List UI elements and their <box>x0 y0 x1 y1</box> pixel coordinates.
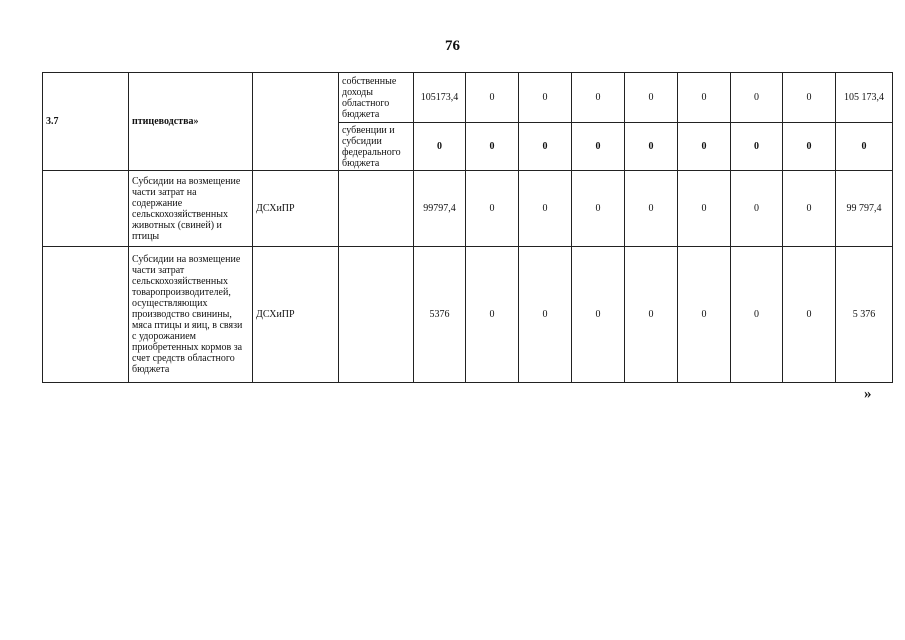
executor-cell: ДСХиПР <box>253 247 339 383</box>
funding-source-cell: собственные доходы областного бюджета <box>339 73 414 123</box>
funding-source-cell <box>339 171 414 247</box>
value-cell: 105173,4 <box>414 73 466 123</box>
row-name-cell: Субсидии на возмещение части затрат сельскохозяйственных товаропроизводителей, осуществляющих производство свинины, мяса птицы и яиц, в связи с удорожанием приобретенных кормов за счет средств областного бюджета <box>129 247 253 383</box>
table-row <box>43 247 893 383</box>
value-cell: 0 <box>625 171 678 247</box>
total-cell: 105 173,4 <box>836 73 893 123</box>
value-cell: 0 <box>466 123 519 171</box>
value-cell: 99797,4 <box>414 171 466 247</box>
row-number-cell <box>43 247 129 383</box>
value-cell: 0 <box>519 73 572 123</box>
value-cell: 0 <box>625 123 678 171</box>
value-cell: 0 <box>519 171 572 247</box>
row-number-cell: 3.7 <box>43 73 129 171</box>
value-cell: 0 <box>678 247 731 383</box>
value-cell: 5376 <box>414 247 466 383</box>
table-row <box>43 73 893 123</box>
value-cell: 0 <box>572 123 625 171</box>
value-cell: 0 <box>466 73 519 123</box>
value-cell: 0 <box>519 123 572 171</box>
row-name-cell: птицеводства» <box>129 73 253 171</box>
executor-cell <box>253 73 339 171</box>
value-cell: 0 <box>572 171 625 247</box>
value-cell: 0 <box>678 123 731 171</box>
page-number: 76 <box>445 38 460 54</box>
budget-table <box>42 72 893 383</box>
value-cell: 0 <box>625 73 678 123</box>
total-cell: 99 797,4 <box>836 171 893 247</box>
value-cell: 0 <box>783 171 836 247</box>
value-cell: 0 <box>731 247 783 383</box>
value-cell: 0 <box>731 73 783 123</box>
row-number-cell <box>43 171 129 247</box>
value-cell: 0 <box>414 123 466 171</box>
value-cell: 0 <box>783 247 836 383</box>
value-cell: 0 <box>466 247 519 383</box>
total-cell: 5 376 <box>836 247 893 383</box>
closing-quote-mark: » <box>864 386 872 402</box>
value-cell: 0 <box>678 73 731 123</box>
value-cell: 0 <box>572 247 625 383</box>
executor-cell: ДСХиПР <box>253 171 339 247</box>
funding-source-cell <box>339 247 414 383</box>
value-cell: 0 <box>466 171 519 247</box>
value-cell: 0 <box>783 123 836 171</box>
total-cell: 0 <box>836 123 893 171</box>
value-cell: 0 <box>678 171 731 247</box>
row-name-cell: Субсидии на возмещение части затрат на содержание сельскохозяйственных животных (свиней) и птицы <box>129 171 253 247</box>
value-cell: 0 <box>625 247 678 383</box>
table-row <box>43 171 893 247</box>
value-cell: 0 <box>731 171 783 247</box>
value-cell: 0 <box>519 247 572 383</box>
value-cell: 0 <box>572 73 625 123</box>
value-cell: 0 <box>731 123 783 171</box>
funding-source-cell: субвенции и субсидии федерального бюджета <box>339 123 414 171</box>
value-cell: 0 <box>783 73 836 123</box>
